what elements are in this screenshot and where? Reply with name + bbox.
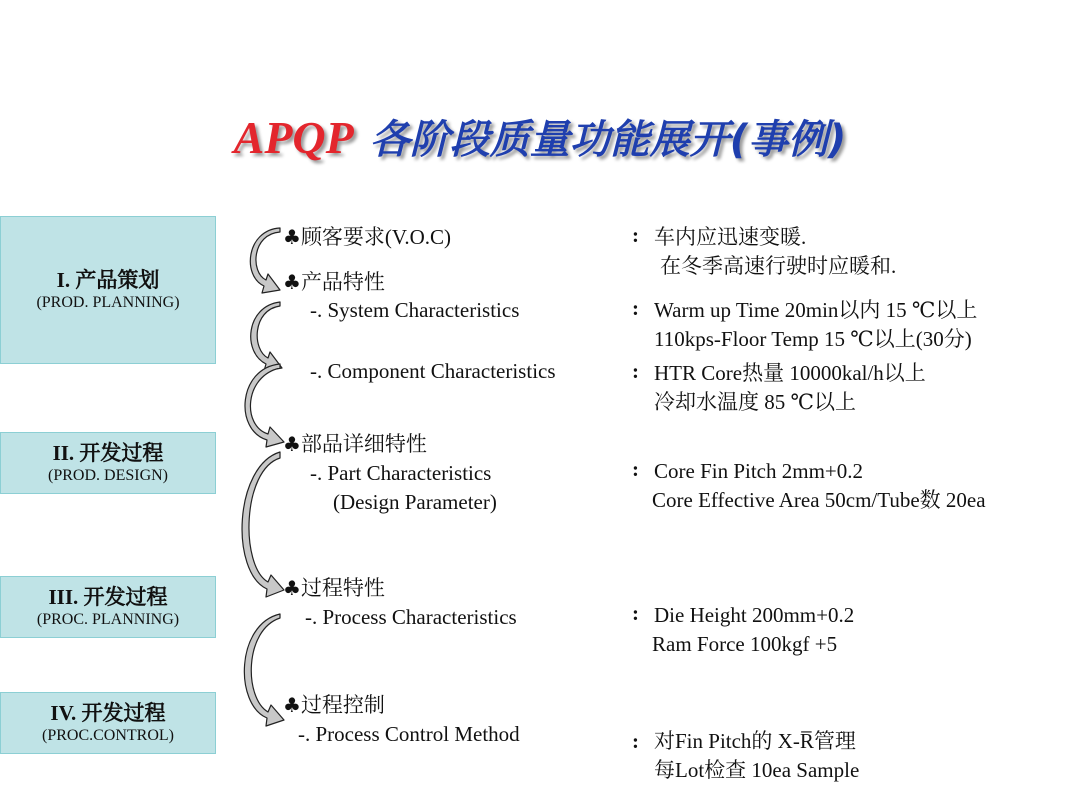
system-characteristics: -. System Characteristics bbox=[310, 298, 520, 322]
colon: : bbox=[632, 729, 639, 753]
control-title-item bbox=[283, 691, 385, 719]
club-bullet-icon: ♣ bbox=[283, 432, 301, 456]
process-control-method: -. Process Control Method bbox=[298, 722, 520, 746]
phase-name: III. 开发过程 bbox=[48, 585, 168, 609]
product-label: 产品特性 bbox=[300, 270, 385, 294]
component-value-2: 冷却水温度 85 ℃以上 bbox=[654, 390, 856, 414]
phase-subtitle: (PROD. PLANNING) bbox=[36, 294, 180, 311]
phase-box-proc-planning bbox=[0, 576, 216, 638]
process-value-1: Die Height 200mm+0.2 bbox=[654, 603, 855, 627]
voc-value-2: 在冬季高速行驶时应暖和. bbox=[660, 254, 897, 278]
system-value-1: Warm up Time 20min以内 15 ℃以上 bbox=[654, 298, 978, 322]
part-title-item bbox=[283, 430, 427, 458]
control-value-1: 对Fin Pitch的 X-R̅管理 bbox=[654, 729, 856, 753]
component-value-1: HTR Core热量 10000kal/h以上 bbox=[654, 361, 926, 385]
control-value-2: 每Lot检查 10ea Sample bbox=[654, 758, 860, 782]
curved-arrow-icon bbox=[251, 302, 282, 371]
voc-value-1: 车内应迅速变暖. bbox=[654, 225, 807, 249]
phase-subtitle: (PROC. PLANNING) bbox=[36, 611, 180, 628]
phase-box-control bbox=[0, 692, 216, 754]
part-value-1: Core Fin Pitch 2mm+0.2 bbox=[654, 459, 864, 483]
title-apqp: APQP bbox=[233, 112, 354, 163]
colon: : bbox=[632, 601, 639, 625]
curved-arrow-icon bbox=[244, 614, 284, 726]
phase-subtitle: (PROD. DESIGN) bbox=[48, 467, 168, 484]
colon: : bbox=[632, 223, 639, 247]
phase-box-design bbox=[0, 432, 216, 494]
club-bullet-icon: ♣ bbox=[283, 225, 301, 249]
club-bullet-icon: ♣ bbox=[283, 576, 301, 600]
product-item bbox=[283, 268, 385, 296]
process-title-label: 过程特性 bbox=[300, 576, 385, 600]
title-chinese: 各阶段质量功能展开(事例) bbox=[369, 117, 847, 163]
component-characteristics: -. Component Characteristics bbox=[310, 359, 556, 383]
flow-arrows bbox=[230, 220, 290, 740]
phase-name: IV. 开发过程 bbox=[50, 701, 166, 725]
process-characteristics: -. Process Characteristics bbox=[305, 605, 517, 629]
process-value-2: Ram Force 100kgf +5 bbox=[652, 632, 838, 656]
colon: : bbox=[632, 296, 639, 320]
system-value-2: 110kps-Floor Temp 15 ℃以上(30分) bbox=[654, 327, 972, 351]
club-bullet-icon: ♣ bbox=[283, 270, 301, 294]
phase-name: I. 产品策划 bbox=[56, 268, 160, 292]
voc-label: 顾客要求(V.O.C) bbox=[300, 225, 452, 249]
page-title bbox=[0, 108, 1080, 165]
part-title-label: 部品详细特性 bbox=[300, 432, 427, 456]
voc-item bbox=[283, 223, 451, 251]
phase-box-planning bbox=[0, 216, 216, 364]
control-title-label: 过程控制 bbox=[300, 693, 385, 717]
phase-subtitle: (PROC.CONTROL) bbox=[41, 727, 174, 744]
part-value-2: Core Effective Area 50cm/Tube数 20ea bbox=[652, 488, 986, 512]
club-bullet-icon: ♣ bbox=[283, 693, 301, 717]
curved-arrow-icon bbox=[242, 452, 284, 597]
process-title-item bbox=[283, 574, 385, 602]
curved-arrow-icon bbox=[245, 364, 284, 447]
part-characteristics: -. Part Characteristics bbox=[310, 461, 492, 485]
colon: : bbox=[632, 359, 639, 383]
phase-name: II. 开发过程 bbox=[52, 441, 164, 465]
design-parameter: (Design Parameter) bbox=[333, 490, 497, 514]
colon: : bbox=[632, 457, 639, 481]
curved-arrow-icon bbox=[250, 228, 280, 293]
